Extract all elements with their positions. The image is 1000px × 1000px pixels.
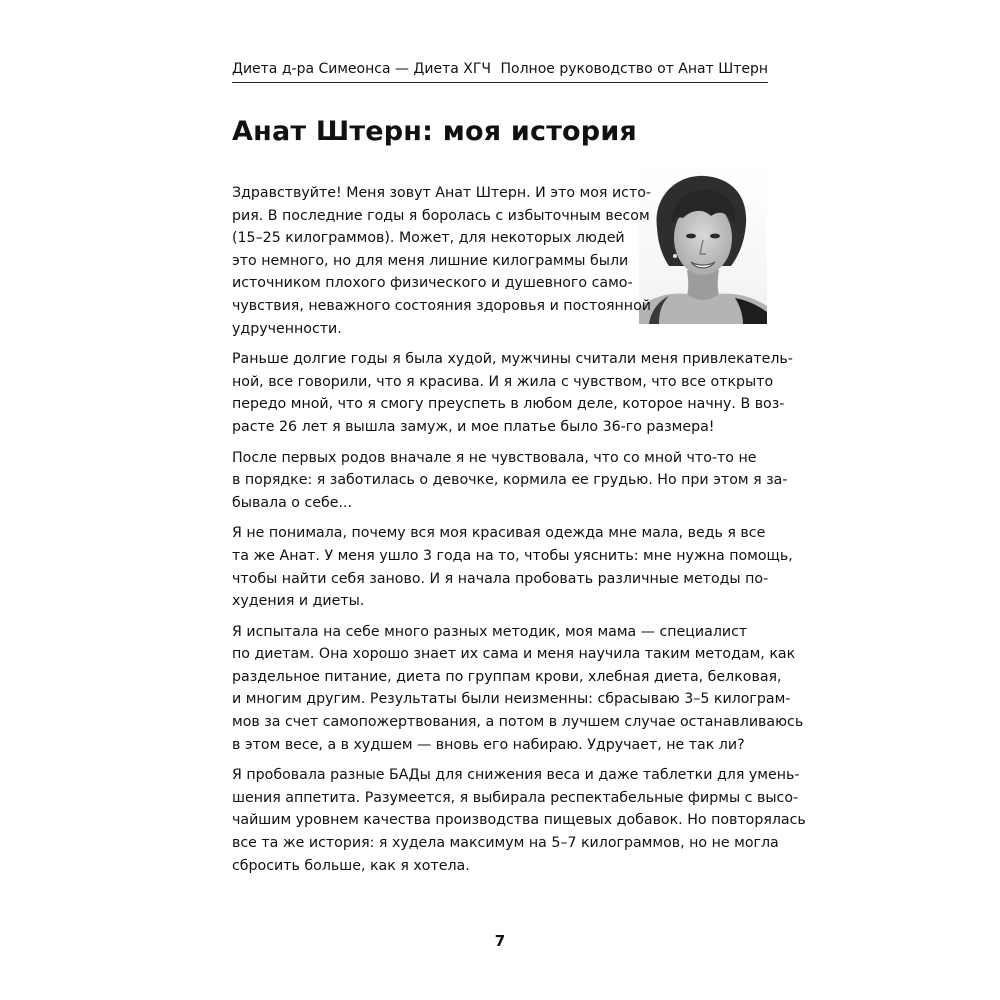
chapter-title: Анат Штерн: моя история bbox=[232, 116, 637, 147]
paragraph-gap bbox=[232, 439, 806, 447]
text-line: расте 26 лет я вышла замуж, и мое платье было 36-го размера! bbox=[232, 418, 715, 435]
text-line: Я не понимала, почему вся моя красивая одежда мне мала, ведь я все bbox=[232, 525, 766, 542]
paragraph-gap bbox=[232, 756, 806, 764]
text-line: передо мной, что я смогу преуспеть в любом деле, которое начну. В воз- bbox=[232, 396, 785, 413]
text-line: Здравствуйте! Меня зовут Анат Штерн. И это моя исто- bbox=[232, 185, 652, 201]
text-line: та же Анат. У меня ушло 3 года на то, чтобы уяснить: мне нужна помощь, bbox=[232, 547, 793, 564]
paragraph bbox=[232, 522, 806, 612]
header-book-subtitle: Полное руководство от Анат Штерн bbox=[500, 61, 768, 77]
text-line: мов за счет самопожертвования, а потом в лучшем случае останавливаюсь bbox=[232, 714, 804, 731]
text-line: Я испытала на себе много разных методик, моя мама — специалист bbox=[232, 623, 748, 640]
text-line: чтобы найти себя заново. И я начала пробовать различные методы по- bbox=[232, 570, 769, 587]
text-line: чувствия, неважного состояния здоровья и постоянной bbox=[232, 297, 651, 314]
text-line: в порядке: я заботилась о девочке, кормила ее грудью. Но при этом я за- bbox=[232, 472, 788, 489]
header-book-title: Диета д-ра Симеонса — Диета ХГЧ bbox=[232, 61, 491, 77]
paragraph-gap bbox=[232, 613, 806, 621]
text-line: (15–25 килограммов). Может, для некоторых людей bbox=[232, 230, 625, 247]
page-number: 7 bbox=[494, 932, 506, 950]
text-line: и многим другим. Результаты были неизменны: сбрасываю 3–5 килограм- bbox=[232, 691, 791, 708]
paragraph bbox=[232, 621, 806, 757]
text-line: в этом весе, а в худшем — вновь его набираю. Удручает, не так ли? bbox=[232, 736, 745, 753]
text-line: Раньше долгие годы я была худой, мужчины считали меня привлекатель- bbox=[232, 351, 793, 368]
text-line: сбросить больше, как я хотела. bbox=[232, 857, 470, 874]
paragraph bbox=[232, 764, 806, 877]
chapter-body bbox=[232, 182, 806, 877]
paragraph bbox=[232, 447, 806, 515]
text-line: по диетам. Она хорошо знает их сама и меня научила таким методам, как bbox=[232, 646, 796, 663]
paragraph-gap bbox=[232, 514, 806, 522]
text-line: раздельное питание, диета по группам крови, хлебная диета, белковая, bbox=[232, 668, 782, 685]
text-line: источником плохого физического и душевного само- bbox=[232, 275, 633, 292]
text-line: После первых родов вначале я не чувствовала, что со мной что-то не bbox=[232, 449, 757, 466]
header-rule bbox=[232, 82, 768, 83]
text-line: чайшим уровнем качества производства пищевых добавок. Но повторялась bbox=[232, 812, 806, 829]
text-line: бывала о себе... bbox=[232, 494, 353, 511]
paragraph-gap bbox=[232, 340, 806, 348]
paragraph bbox=[232, 182, 806, 340]
text-line: ной, все говорили, что я красива. И я жила с чувством, что все открыто bbox=[232, 373, 774, 390]
text-line: это немного, но для меня лишние килограммы были bbox=[232, 252, 629, 269]
text-line: худения и диеты. bbox=[232, 593, 365, 610]
text-line: рия. В последние годы я боролась с избыточным весом bbox=[232, 207, 650, 224]
text-line: все та же история: я худела максимум на 5–7 килограммов, но не могла bbox=[232, 835, 779, 852]
paragraph bbox=[232, 348, 806, 438]
text-line: шения аппетита. Разумеется, я выбирала респектабельные фирмы с высо- bbox=[232, 789, 799, 806]
text-line: Я пробовала разные БАДы для снижения веса и даже таблетки для умень- bbox=[232, 767, 800, 784]
text-line: удрученности. bbox=[232, 320, 342, 337]
